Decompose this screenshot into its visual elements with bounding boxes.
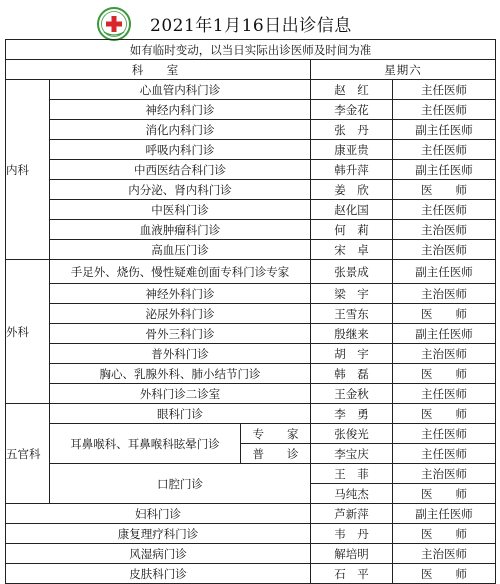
group-label-wuguan: 五官科 [6, 404, 50, 504]
doctor-name: 王金秋 [311, 384, 393, 404]
doctor-title: 副主任医师 [393, 504, 496, 524]
doctor-title: 主任医师 [393, 140, 496, 160]
doctor-name: 宋 卓 [311, 240, 393, 260]
dept-name: 内分泌、肾内科门诊 [50, 180, 311, 200]
doctor-name: 康亚贵 [311, 140, 393, 160]
table-row [6, 100, 496, 120]
table-row [6, 120, 496, 140]
doctor-title: 医 师 [393, 524, 496, 544]
doctor-title: 医 师 [393, 364, 496, 384]
table-row [6, 404, 496, 424]
doctor-title: 主治医师 [393, 344, 496, 364]
dept-name: 外科门诊二诊室 [50, 384, 311, 404]
table-row [6, 304, 496, 324]
header-row [6, 60, 496, 80]
doctor-title: 主任医师 [393, 384, 496, 404]
doctor-name: 胡 宇 [311, 344, 393, 364]
sub-clinic-label: 普 诊 [241, 444, 311, 464]
other-group [6, 504, 496, 584]
dept-name: 消化内科门诊 [50, 120, 311, 140]
doctor-title: 医 师 [393, 180, 496, 200]
doctor-name: 赵化国 [311, 200, 393, 220]
table-row [6, 524, 496, 544]
doctor-title: 主治医师 [393, 240, 496, 260]
dept-name: 耳鼻喉科、耳鼻喉科眩晕门诊 [50, 424, 241, 464]
doctor-name: 芦新萍 [311, 504, 393, 524]
notice-row [6, 40, 496, 60]
hospital-logo-icon [96, 6, 132, 42]
dept-name: 呼吸内科门诊 [50, 140, 311, 160]
doctor-title: 副主任医师 [393, 120, 496, 140]
doctor-name: 李金花 [311, 100, 393, 120]
doctor-name: 李 勇 [311, 404, 393, 424]
table-row [6, 464, 496, 484]
schedule-table [5, 39, 496, 584]
doctor-title: 主治医师 [393, 544, 496, 564]
dept-name: 妇科门诊 [6, 504, 311, 524]
doctor-title: 主任医师 [393, 444, 496, 464]
doctor-name: 梁 宇 [311, 284, 393, 304]
doctor-name: 殷继来 [311, 324, 393, 344]
dept-name: 胸心、乳腺外科、肺小结节门诊 [50, 364, 311, 384]
doctor-title: 医 师 [393, 404, 496, 424]
table-row [6, 344, 496, 364]
table-row [6, 384, 496, 404]
dept-name: 口腔门诊 [50, 464, 311, 504]
doctor-title: 主任医师 [393, 100, 496, 120]
header-dept: 科 室 [6, 60, 311, 80]
dept-name: 眼科门诊 [50, 404, 311, 424]
doctor-title: 医 师 [393, 304, 496, 324]
dept-name: 高血压门诊 [50, 240, 311, 260]
doctor-title: 医 师 [393, 564, 496, 584]
doctor-name: 李宝庆 [311, 444, 393, 464]
doctor-name: 韩升萍 [311, 160, 393, 180]
table-row [6, 140, 496, 160]
dept-name: 血液肿瘤科门诊 [50, 220, 311, 240]
doctor-title: 医 师 [393, 484, 496, 504]
doctor-name: 石 平 [311, 564, 393, 584]
doctor-name: 张景成 [311, 260, 393, 284]
doctor-name: 王 菲 [311, 464, 393, 484]
doctor-title: 主任医师 [393, 424, 496, 444]
doctor-title: 主治医师 [393, 220, 496, 240]
doctor-name: 马纯杰 [311, 484, 393, 504]
table-row [6, 424, 496, 444]
dept-name: 中医科门诊 [50, 200, 311, 220]
wuguan-group [6, 404, 496, 504]
sub-clinic-label: 专 家 [241, 424, 311, 444]
neike-group [6, 80, 496, 260]
doctor-name: 王雪东 [311, 304, 393, 324]
table-row [6, 284, 496, 304]
group-label-neike: 内科 [6, 80, 50, 260]
table-row [6, 160, 496, 180]
doctor-name: 张俊光 [311, 424, 393, 444]
table-row [6, 504, 496, 524]
doctor-title: 副主任医师 [393, 160, 496, 180]
dept-name: 骨外三科门诊 [50, 324, 311, 344]
dept-name: 康复理疗科门诊 [6, 524, 311, 544]
table-row [6, 200, 496, 220]
doctor-title: 主任医师 [393, 80, 496, 100]
table-row [6, 544, 496, 564]
doctor-title: 副主任医师 [393, 324, 496, 344]
group-label-waike: 外科 [6, 260, 50, 404]
table-row [6, 364, 496, 384]
table-row [6, 260, 496, 284]
doctor-name: 姜 欣 [311, 180, 393, 200]
doctor-title: 主治医师 [393, 464, 496, 484]
doctor-name: 韩 磊 [311, 364, 393, 384]
dept-name: 心血管内科门诊 [50, 80, 311, 100]
dept-name: 神经内科门诊 [50, 100, 311, 120]
dept-name: 皮肤科门诊 [6, 564, 311, 584]
dept-name: 泌尿外科门诊 [50, 304, 311, 324]
page-title: 2021年1月16日出诊信息 [150, 16, 352, 36]
table-row [6, 180, 496, 200]
doctor-title: 主治医师 [393, 284, 496, 304]
table-row [6, 240, 496, 260]
header-day: 星期六 [311, 60, 496, 80]
table-row [6, 564, 496, 584]
dept-name: 风湿病门诊 [6, 544, 311, 564]
doctor-name: 解培明 [311, 544, 393, 564]
waike-group [6, 260, 496, 404]
dept-name: 中西医结合科门诊 [50, 160, 311, 180]
doctor-title: 副主任医师 [393, 260, 496, 284]
doctor-name: 何 莉 [311, 220, 393, 240]
notice-text: 如有临时变动，以当日实际出诊医师及时间为准 [6, 40, 496, 60]
table-row [6, 220, 496, 240]
dept-name: 手足外、烧伤、慢性疑难创面专科门诊专家 [50, 260, 311, 284]
doctor-name: 张 丹 [311, 120, 393, 140]
doctor-name: 韦 丹 [311, 524, 393, 544]
doctor-name: 赵 红 [311, 80, 393, 100]
doctor-title: 主任医师 [393, 200, 496, 220]
dept-name: 普外科门诊 [50, 344, 311, 364]
table-row [6, 324, 496, 344]
table-row [6, 80, 496, 100]
dept-name: 神经外科门诊 [50, 284, 311, 304]
